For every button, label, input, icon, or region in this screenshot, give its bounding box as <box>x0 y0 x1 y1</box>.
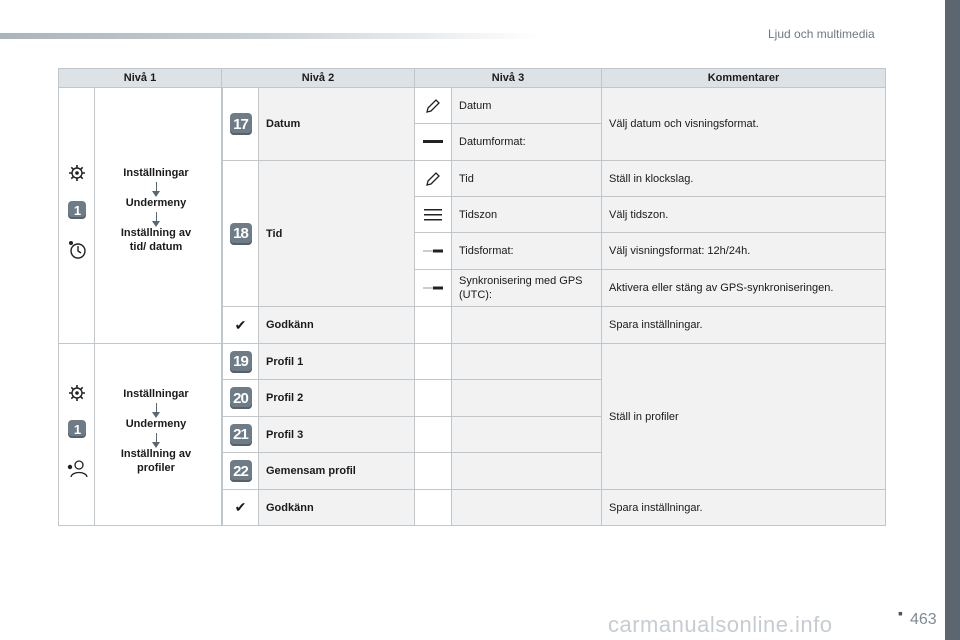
step-badge: 21 <box>230 424 252 446</box>
gear-icon <box>68 384 86 402</box>
step-badge: 1 <box>68 201 86 219</box>
column-header: Nivå 3 <box>415 68 602 88</box>
page-dots: ▪ <box>898 605 903 621</box>
level2-name: Gemensam profil <box>259 452 415 490</box>
profile-icon <box>66 459 88 479</box>
level3-label: Datum <box>452 87 602 124</box>
top-accent-bar <box>0 33 540 39</box>
watermark: carmanualsonline.info <box>608 612 833 637</box>
level2-badge-cell <box>222 306 259 344</box>
comment: Välj tidszon. <box>602 196 886 233</box>
level2-name: Godkänn <box>259 489 415 526</box>
step-badge: 1 <box>68 420 86 438</box>
path-step: Undermeny <box>125 197 187 209</box>
level3-icon-cell <box>415 232 452 270</box>
level2-badge-cell <box>222 87 259 161</box>
comment: Välj visningsformat: 12h/24h. <box>602 232 886 270</box>
comment: Ställ in klockslag. <box>602 160 886 197</box>
level3-icon-cell <box>415 123 452 161</box>
empty-cell <box>452 452 602 490</box>
path-step: Inställning av profiler <box>120 448 192 474</box>
calendar-bar-icon <box>422 138 444 146</box>
comment: Välj datum och visningsformat. <box>602 87 886 161</box>
comment: Aktivera eller stäng av GPS-synkroniseringen. <box>602 269 886 307</box>
level3-label: Tid <box>452 160 602 197</box>
gear-icon <box>68 164 86 182</box>
comment: Ställ in profiler <box>602 343 886 490</box>
level3-icon-cell <box>415 87 452 124</box>
level2-badge-cell <box>222 343 259 380</box>
level2-name: Godkänn <box>259 306 415 344</box>
empty-cell <box>415 379 452 417</box>
empty-cell <box>452 379 602 417</box>
pencil-icon <box>425 171 441 187</box>
column-header: Nivå 2 <box>222 68 415 88</box>
level2-badge-cell <box>222 416 259 453</box>
level2-name: Profil 1 <box>259 343 415 380</box>
arrow-down-icon <box>156 182 157 192</box>
arrow-down-icon <box>156 403 157 413</box>
step-badge: 17 <box>230 113 252 135</box>
level3-icon-cell <box>415 196 452 233</box>
level2-name: Datum <box>259 87 415 161</box>
level2-name: Tid <box>259 160 415 307</box>
path-step: Undermeny <box>125 418 187 430</box>
level2-badge-cell <box>222 452 259 490</box>
list-icon <box>423 208 443 222</box>
empty-cell <box>415 452 452 490</box>
toggle-icon <box>422 248 444 254</box>
path-step: Inställningar <box>123 388 189 400</box>
clock-icon <box>67 240 87 260</box>
empty-cell <box>415 489 452 526</box>
comment: Spara inställningar. <box>602 306 886 344</box>
menu-path <box>95 387 217 475</box>
comment: Spara inställningar. <box>602 489 886 526</box>
toggle-icon <box>422 285 444 291</box>
column-header: Nivå 1 <box>58 68 222 88</box>
level2-badge-cell <box>222 379 259 417</box>
empty-cell <box>452 306 602 344</box>
level2-name: Profil 2 <box>259 379 415 417</box>
level3-label: Datumformat: <box>452 123 602 161</box>
empty-cell <box>452 489 602 526</box>
side-strip <box>945 0 960 640</box>
page-number: 463 <box>910 611 937 628</box>
menu-path <box>95 166 217 254</box>
empty-cell <box>415 416 452 453</box>
check-icon: ✔ <box>234 499 247 515</box>
arrow-down-icon <box>156 433 157 443</box>
empty-cell <box>415 306 452 344</box>
step-badge: 19 <box>230 351 252 373</box>
empty-cell <box>415 343 452 380</box>
level3-label: Synkronisering med GPS (UTC): <box>452 269 602 307</box>
arrow-down-icon <box>156 212 157 222</box>
path-step: Inställning av tid/ datum <box>120 227 192 253</box>
path-step: Inställningar <box>123 167 189 179</box>
empty-cell <box>452 343 602 380</box>
level2-name: Profil 3 <box>259 416 415 453</box>
level2-badge-cell <box>222 160 259 307</box>
empty-cell <box>452 416 602 453</box>
level3-label: Tidszon <box>452 196 602 233</box>
column-header: Kommentarer <box>602 68 886 88</box>
level3-icon-cell <box>415 269 452 307</box>
step-badge: 20 <box>230 387 252 409</box>
level3-label: Tidsformat: <box>452 232 602 270</box>
level3-icon-cell <box>415 160 452 197</box>
level2-badge-cell <box>222 489 259 526</box>
pencil-icon <box>425 98 441 114</box>
section-title: Ljud och multimedia <box>768 27 875 41</box>
step-badge: 22 <box>230 460 252 482</box>
check-icon: ✔ <box>234 316 247 333</box>
step-badge: 18 <box>230 223 252 245</box>
